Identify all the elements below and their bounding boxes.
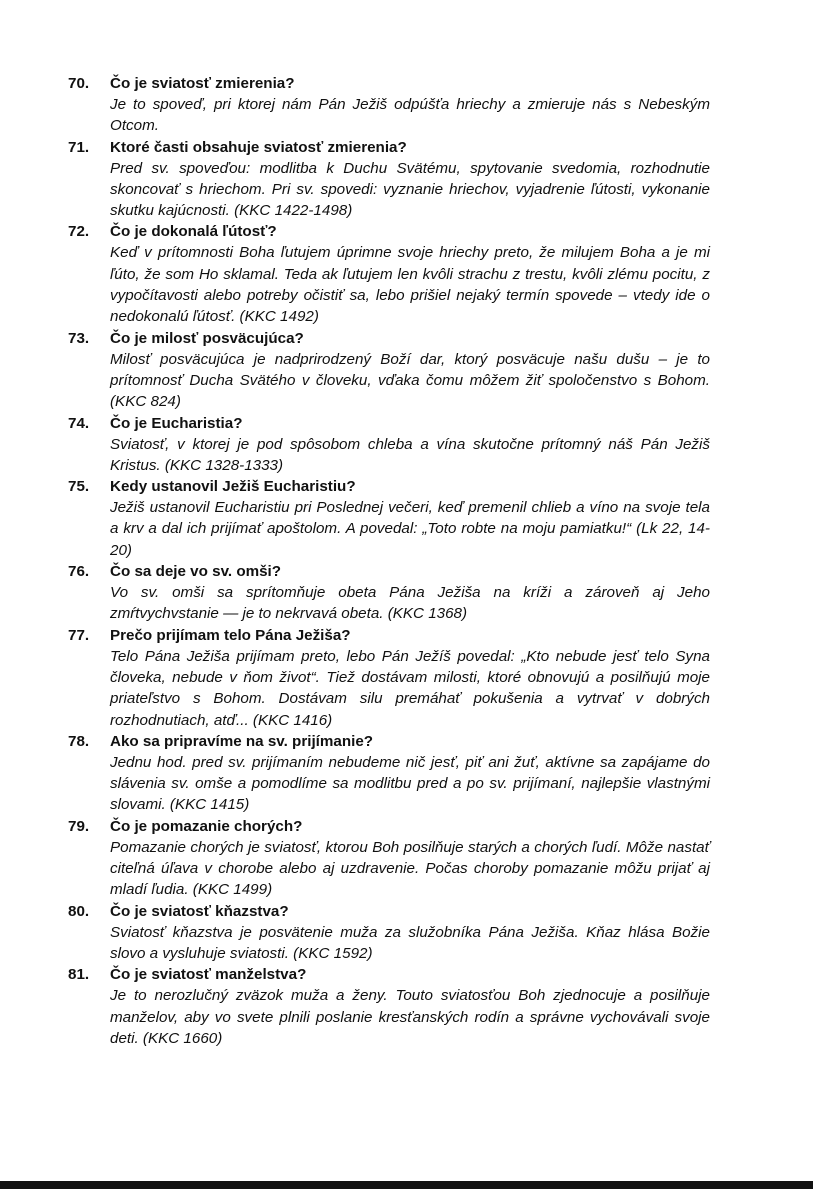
- answer-text: Je to spoveď, pri ktorej nám Pán Ježiš odpúšťa hriechy a zmieruje nás s Nebeským Otcom.: [110, 96, 710, 135]
- question-heading: [68, 731, 710, 752]
- qa-item-79: [68, 816, 710, 901]
- qa-item-71: [68, 137, 710, 222]
- question-heading: [68, 73, 710, 94]
- answer-text: Sviatosť kňazstva je posvätenie muža za služobníka Pána Ježiša. Kňaz hlása Božie slovo a vysluhuje sviatosti. (KKC 1592): [110, 923, 710, 962]
- answer-text: Keď v prítomnosti Boha ľutujem úprimne svoje hriechy preto, že milujem Boha a je mi ľúto, že som Ho sklamal. Teda ak ľutujem len kvôli strachu z trestu, kvôli zlému pocitu, z vypočítavosti alebo potreby očistiť sa, lebo prišiel nejaký termín spovede – vtedy ide o nedokonalú ľútosť. (KKC 1492): [110, 244, 710, 326]
- page-bottom-border: [0, 1181, 813, 1189]
- question-heading: [68, 476, 710, 497]
- answer-text: Sviatosť, v ktorej je pod spôsobom chleba a vína skutočne prítomný náš Pán Ježiš Kristus. (KKC 1328-1333): [110, 435, 710, 474]
- question-number: 71.: [68, 138, 90, 156]
- question-text: Ktoré časti obsahuje sviatosť zmierenia?: [110, 138, 407, 156]
- answer-text: Telo Pána Ježiša prijímam preto, lebo Pán Ježíš povedal: „Kto nebude jesť telo Syna človeka, nebude v ňom život“. Tiež dostávam milosti, ktoré obnovujú a posilňujú moje priateľstvo s Bohom. Dostávam silu premáhať pokušenia a vytrvať v dobrých rozhodnutiach, atď... (KKC 1416): [110, 647, 710, 729]
- question-text: Kedy ustanovil Ježiš Eucharistiu?: [110, 478, 356, 496]
- qa-item-74: [68, 413, 710, 477]
- question-text: Prečo prijímam telo Pána Ježiša?: [110, 626, 351, 644]
- question-heading: [68, 413, 710, 434]
- answer-text: Jednu hod. pred sv. prijímaním nebudeme nič jesť, piť ani žuť, aktívne sa zapájame do slávenia sv. omše a pomodlíme sa modlitbu pred a po sv. prijímaní, najlepšie vlastnými slovami. (KKC 1415): [110, 753, 710, 814]
- question-number: 81.: [68, 966, 90, 984]
- qa-item-78: [68, 731, 710, 816]
- qa-item-73: [68, 328, 710, 413]
- answer-text: Ježiš ustanovil Eucharistiu pri Poslednej večeri, keď premenil chlieb a víno na svoje tela a krv a dal ich prijímať apoštolom. A povedal: „Toto robte na moju pamiatku!“ (Lk 22, 14-20): [110, 499, 710, 559]
- question-number: 72.: [68, 223, 90, 241]
- qa-item-80: [68, 901, 710, 965]
- qa-item-76: [68, 561, 710, 625]
- question-text: Čo sa deje vo sv. omši?: [110, 563, 282, 581]
- question-number: 77.: [68, 626, 90, 644]
- answer-text: Milosť posväcujúca je nadprirodzený Boží dar, ktorý posväcuje našu dušu – je to prítomnosť Ducha Svätého v človeku, vďaka čomu môžem žiť spoločenstvo s Bohom. (KKC 824): [110, 350, 710, 411]
- question-number: 75.: [68, 478, 90, 496]
- qa-item-81: [68, 964, 710, 1049]
- question-text: Čo je sviatosť manželstva?: [110, 966, 307, 984]
- question-number: 78.: [68, 732, 90, 750]
- answer-text: Je to nerozlučný zväzok muža a ženy. Touto sviatosťou Boh zjednocuje a posilňuje manželov, aby vo svete plnili poslanie kresťanských rodín a správne vychovávali svoje deti. (KKC 1660): [110, 987, 710, 1047]
- question-number: 74.: [68, 414, 90, 432]
- answer-text: Vo sv. omši sa sprítomňuje obeta Pána Ježiša na kríži a zároveň aj Jeho zmŕtvychvstanie — je to nekrvavá obeta. (KKC 1368): [110, 584, 710, 623]
- question-number: 76.: [68, 563, 90, 581]
- question-text: Čo je milosť posväcujúca?: [110, 329, 304, 347]
- catechism-document: [68, 73, 710, 1049]
- question-text: Čo je sviatosť zmierenia?: [110, 75, 295, 92]
- question-number: 73.: [68, 329, 90, 347]
- question-text: Čo je dokonalá ľútosť?: [110, 223, 277, 241]
- qa-item-77: [68, 625, 710, 731]
- question-heading: [68, 561, 710, 582]
- answer-text: Pred sv. spoveďou: modlitba k Duchu Svätému, spytovanie svedomia, rozhodnutie skoncovať s hriechom. Pri sv. spovedi: vyznanie hriechov, vyjadrenie ľútosti, vykonanie skutku kajúcnosti. (KKC 1422-1498): [110, 159, 710, 220]
- question-heading: [68, 137, 710, 158]
- question-text: Čo je Eucharistia?: [110, 414, 243, 432]
- question-text: Ako sa pripravíme na sv. prijímanie?: [110, 732, 374, 750]
- question-heading: [68, 901, 710, 922]
- question-heading: [68, 964, 710, 985]
- qa-item-70: [68, 73, 710, 137]
- question-heading: [68, 328, 710, 349]
- qa-item-72: [68, 221, 710, 327]
- question-heading: [68, 221, 710, 242]
- question-number: 70.: [68, 75, 90, 92]
- question-number: 79.: [68, 817, 90, 835]
- question-heading: [68, 816, 710, 837]
- question-number: 80.: [68, 902, 90, 920]
- answer-text: Pomazanie chorých je sviatosť, ktorou Boh posilňuje starých a chorých ľudí. Môže nastať citeľná úľava v chorobe alebo aj uzdravenie. Počas choroby pomazanie môžu prijať aj mladí ľudia. (KKC 1499): [110, 838, 710, 899]
- question-text: Čo je sviatosť kňazstva?: [110, 902, 289, 920]
- question-heading: [68, 625, 710, 646]
- question-text: Čo je pomazanie chorých?: [110, 817, 303, 835]
- qa-item-75: [68, 476, 710, 561]
